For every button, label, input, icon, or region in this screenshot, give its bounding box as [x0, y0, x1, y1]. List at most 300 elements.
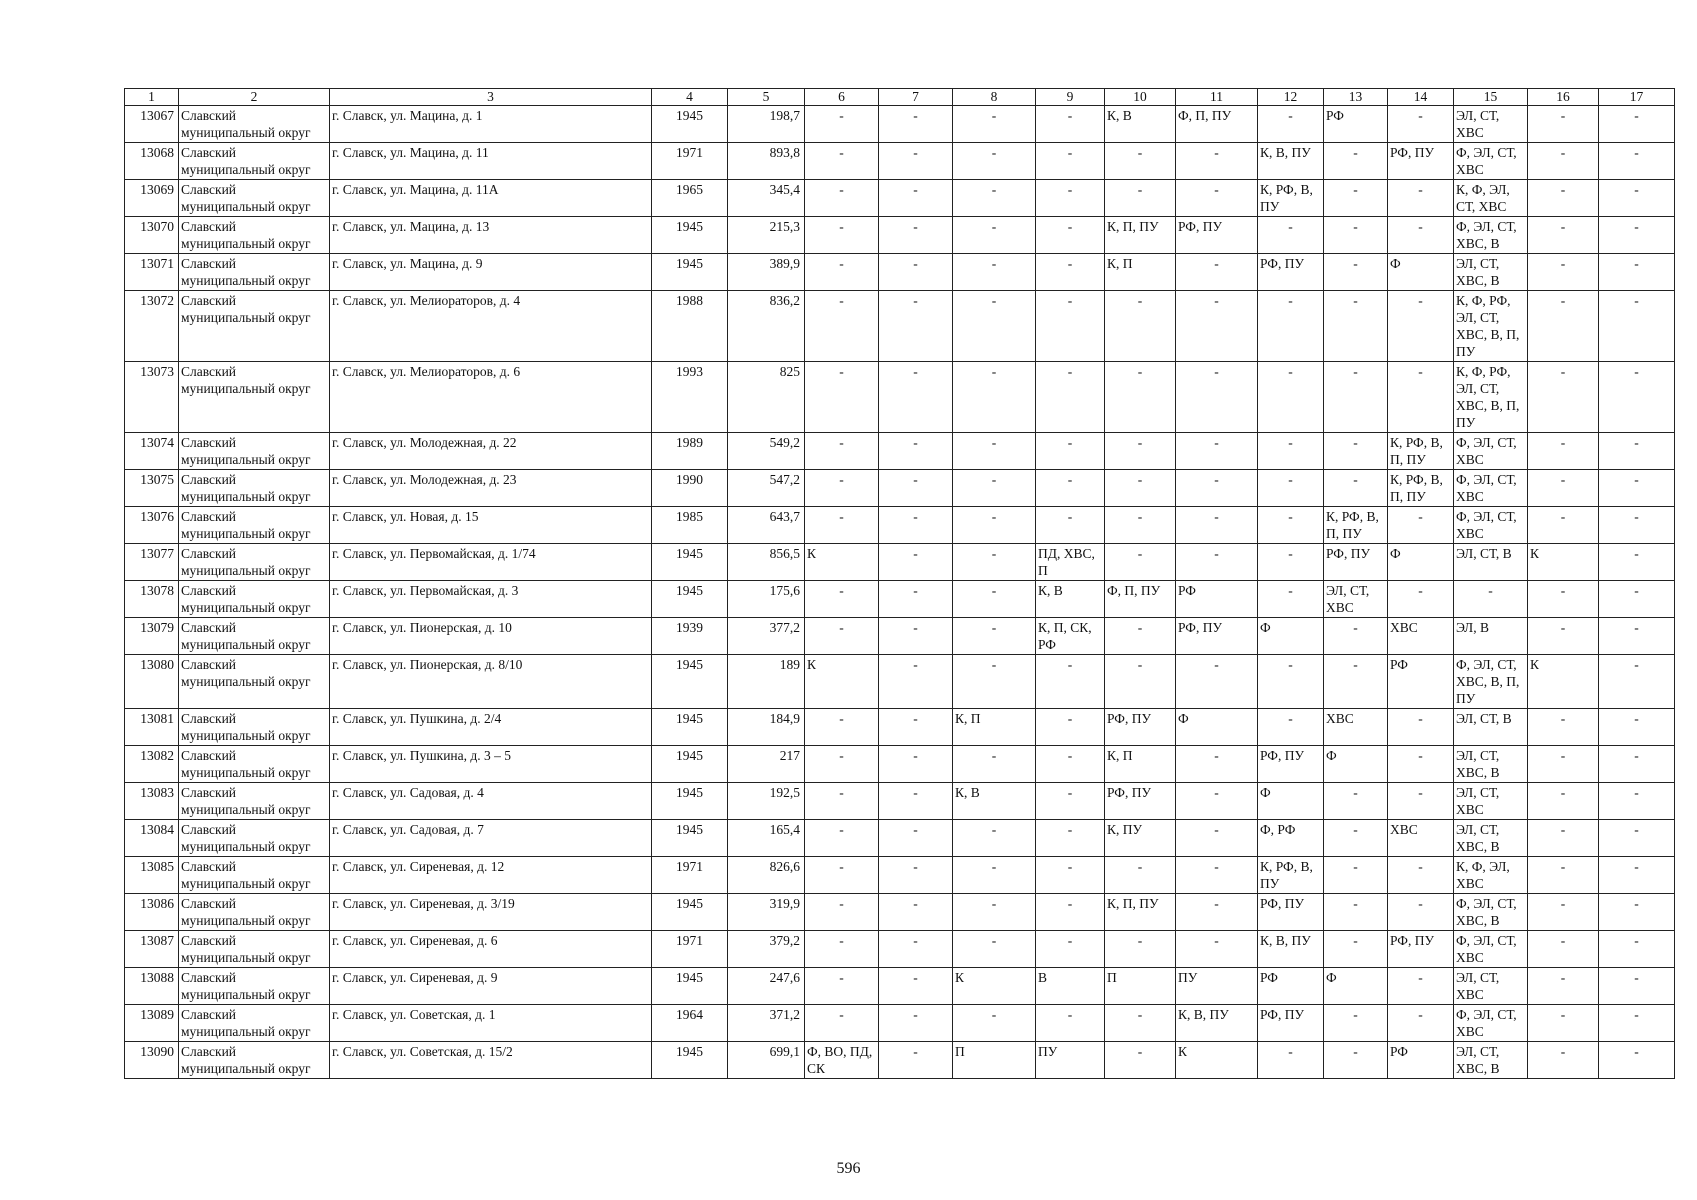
col-13-cell: -	[1324, 362, 1388, 433]
col-9-cell: -	[1036, 143, 1105, 180]
district-cell: Славский муниципальный округ	[179, 217, 330, 254]
col-10-cell: Ф, П, ПУ	[1105, 581, 1176, 618]
table-row	[125, 820, 1675, 857]
area-cell: 184,9	[728, 709, 805, 746]
row-number: 13081	[125, 709, 179, 746]
col-11-cell: -	[1176, 820, 1258, 857]
district-cell: Славский муниципальный округ	[179, 857, 330, 894]
area-cell: 189	[728, 655, 805, 709]
district-cell: Славский муниципальный округ	[179, 1005, 330, 1042]
address-cell: г. Славск, ул. Сиреневая, д. 3/19	[330, 894, 652, 931]
district-cell: Славский муниципальный округ	[179, 655, 330, 709]
col-7-cell: -	[879, 507, 953, 544]
col-17-cell: -	[1599, 544, 1675, 581]
col-14-cell: -	[1388, 217, 1454, 254]
table-row	[125, 507, 1675, 544]
col-14-cell: РФ, ПУ	[1388, 143, 1454, 180]
col-15-cell: ЭЛ, СТ, ХВС, В	[1454, 254, 1528, 291]
address-cell: г. Славск, ул. Пушкина, д. 2/4	[330, 709, 652, 746]
year-cell: 1939	[652, 618, 728, 655]
col-8-cell: -	[953, 106, 1036, 143]
col-10-cell: -	[1105, 1005, 1176, 1042]
col-10-cell: П	[1105, 968, 1176, 1005]
col-10-cell: -	[1105, 544, 1176, 581]
col-17-cell: -	[1599, 254, 1675, 291]
col-7-cell: -	[879, 931, 953, 968]
col-14-cell: -	[1388, 857, 1454, 894]
col-9-cell: -	[1036, 857, 1105, 894]
column-header-8: 8	[953, 89, 1036, 106]
address-cell: г. Славск, ул. Сиреневая, д. 12	[330, 857, 652, 894]
col-10-cell: -	[1105, 1042, 1176, 1079]
col-16-cell: -	[1528, 931, 1599, 968]
col-9-cell: -	[1036, 894, 1105, 931]
column-header-3: 3	[330, 89, 652, 106]
column-header-10: 10	[1105, 89, 1176, 106]
table-row	[125, 254, 1675, 291]
col-9-cell: ПД, ХВС, П	[1036, 544, 1105, 581]
col-6-cell: -	[805, 820, 879, 857]
col-14-cell: -	[1388, 106, 1454, 143]
col-8-cell: П	[953, 1042, 1036, 1079]
col-13-cell: -	[1324, 931, 1388, 968]
col-8-cell: -	[953, 746, 1036, 783]
col-11-cell: К, В, ПУ	[1176, 1005, 1258, 1042]
col-17-cell: -	[1599, 470, 1675, 507]
col-13-cell: -	[1324, 143, 1388, 180]
col-17-cell: -	[1599, 291, 1675, 362]
row-number: 13070	[125, 217, 179, 254]
registry-table	[124, 88, 1675, 1079]
col-7-cell: -	[879, 581, 953, 618]
col-12-cell: РФ, ПУ	[1258, 894, 1324, 931]
column-header-17: 17	[1599, 89, 1675, 106]
row-number: 13076	[125, 507, 179, 544]
col-8-cell: -	[953, 857, 1036, 894]
col-6-cell: -	[805, 618, 879, 655]
col-12-cell: К, В, ПУ	[1258, 143, 1324, 180]
col-9-cell: -	[1036, 1005, 1105, 1042]
district-cell: Славский муниципальный округ	[179, 470, 330, 507]
col-7-cell: -	[879, 820, 953, 857]
col-10-cell: -	[1105, 618, 1176, 655]
col-16-cell: -	[1528, 143, 1599, 180]
table-row	[125, 470, 1675, 507]
address-cell: г. Славск, ул. Первомайская, д. 3	[330, 581, 652, 618]
col-13-cell: -	[1324, 433, 1388, 470]
district-cell: Славский муниципальный округ	[179, 746, 330, 783]
district-cell: Славский муниципальный округ	[179, 709, 330, 746]
col-7-cell: -	[879, 783, 953, 820]
col-13-cell: -	[1324, 783, 1388, 820]
col-14-cell: -	[1388, 180, 1454, 217]
col-10-cell: -	[1105, 857, 1176, 894]
col-12-cell: Ф, РФ	[1258, 820, 1324, 857]
col-16-cell: -	[1528, 857, 1599, 894]
year-cell: 1990	[652, 470, 728, 507]
row-number: 13078	[125, 581, 179, 618]
col-9-cell: -	[1036, 180, 1105, 217]
col-8-cell: -	[953, 1005, 1036, 1042]
col-17-cell: -	[1599, 857, 1675, 894]
col-9-cell: -	[1036, 254, 1105, 291]
area-cell: 893,8	[728, 143, 805, 180]
col-16-cell: -	[1528, 362, 1599, 433]
col-14-cell: ХВС	[1388, 618, 1454, 655]
address-cell: г. Славск, ул. Советская, д. 1	[330, 1005, 652, 1042]
col-11-cell: РФ, ПУ	[1176, 217, 1258, 254]
area-cell: 379,2	[728, 931, 805, 968]
col-13-cell: Ф	[1324, 968, 1388, 1005]
col-14-cell: -	[1388, 291, 1454, 362]
col-6-cell: -	[805, 1005, 879, 1042]
col-9-cell: -	[1036, 433, 1105, 470]
col-16-cell: -	[1528, 470, 1599, 507]
table-row	[125, 931, 1675, 968]
column-header-5: 5	[728, 89, 805, 106]
col-6-cell: -	[805, 746, 879, 783]
col-14-cell: К, РФ, В, П, ПУ	[1388, 433, 1454, 470]
year-cell: 1945	[652, 820, 728, 857]
district-cell: Славский муниципальный округ	[179, 180, 330, 217]
col-8-cell: -	[953, 581, 1036, 618]
col-9-cell: -	[1036, 820, 1105, 857]
column-header-6: 6	[805, 89, 879, 106]
col-6-cell: -	[805, 968, 879, 1005]
col-10-cell: -	[1105, 470, 1176, 507]
col-11-cell: -	[1176, 291, 1258, 362]
col-12-cell: РФ, ПУ	[1258, 1005, 1324, 1042]
district-cell: Славский муниципальный округ	[179, 544, 330, 581]
col-15-cell: ЭЛ, СТ, ХВС, В	[1454, 820, 1528, 857]
table-row	[125, 291, 1675, 362]
district-cell: Славский муниципальный округ	[179, 581, 330, 618]
col-15-cell: ЭЛ, СТ, ХВС	[1454, 783, 1528, 820]
col-17-cell: -	[1599, 106, 1675, 143]
col-16-cell: -	[1528, 106, 1599, 143]
col-11-cell: -	[1176, 254, 1258, 291]
area-cell: 345,4	[728, 180, 805, 217]
col-8-cell: -	[953, 618, 1036, 655]
table-row	[125, 618, 1675, 655]
col-17-cell: -	[1599, 180, 1675, 217]
col-13-cell: ЭЛ, СТ, ХВС	[1324, 581, 1388, 618]
col-9-cell: В	[1036, 968, 1105, 1005]
col-11-cell: -	[1176, 544, 1258, 581]
address-cell: г. Славск, ул. Мацина, д. 13	[330, 217, 652, 254]
col-9-cell: К, П, СК, РФ	[1036, 618, 1105, 655]
col-8-cell: -	[953, 362, 1036, 433]
col-6-cell: -	[805, 507, 879, 544]
address-cell: г. Славск, ул. Пионерская, д. 10	[330, 618, 652, 655]
col-6-cell: -	[805, 291, 879, 362]
col-13-cell: ХВС	[1324, 709, 1388, 746]
col-11-cell: -	[1176, 143, 1258, 180]
col-7-cell: -	[879, 618, 953, 655]
row-number: 13071	[125, 254, 179, 291]
column-header-14: 14	[1388, 89, 1454, 106]
col-13-cell: -	[1324, 1005, 1388, 1042]
col-16-cell: -	[1528, 894, 1599, 931]
address-cell: г. Славск, ул. Пушкина, д. 3 – 5	[330, 746, 652, 783]
table-row	[125, 433, 1675, 470]
col-13-cell: -	[1324, 470, 1388, 507]
col-6-cell: К	[805, 544, 879, 581]
col-9-cell: -	[1036, 709, 1105, 746]
col-13-cell: -	[1324, 180, 1388, 217]
col-6-cell: Ф, ВО, ПД, СК	[805, 1042, 879, 1079]
col-11-cell: ПУ	[1176, 968, 1258, 1005]
district-cell: Славский муниципальный округ	[179, 507, 330, 544]
district-cell: Славский муниципальный округ	[179, 894, 330, 931]
column-header-13: 13	[1324, 89, 1388, 106]
row-number: 13074	[125, 433, 179, 470]
col-6-cell: -	[805, 362, 879, 433]
area-cell: 165,4	[728, 820, 805, 857]
col-17-cell: -	[1599, 507, 1675, 544]
col-9-cell: -	[1036, 655, 1105, 709]
year-cell: 1971	[652, 857, 728, 894]
year-cell: 1945	[652, 968, 728, 1005]
year-cell: 1945	[652, 581, 728, 618]
col-14-cell: -	[1388, 507, 1454, 544]
col-8-cell: -	[953, 894, 1036, 931]
col-10-cell: -	[1105, 931, 1176, 968]
address-cell: г. Славск, ул. Мацина, д. 11А	[330, 180, 652, 217]
col-17-cell: -	[1599, 217, 1675, 254]
col-12-cell: -	[1258, 470, 1324, 507]
address-cell: г. Славск, ул. Новая, д. 15	[330, 507, 652, 544]
col-11-cell: -	[1176, 894, 1258, 931]
col-15-cell: К, Ф, РФ, ЭЛ, СТ, ХВС, В, П, ПУ	[1454, 291, 1528, 362]
col-17-cell: -	[1599, 820, 1675, 857]
col-12-cell: -	[1258, 709, 1324, 746]
address-cell: г. Славск, ул. Молодежная, д. 22	[330, 433, 652, 470]
col-11-cell: -	[1176, 433, 1258, 470]
col-9-cell: ПУ	[1036, 1042, 1105, 1079]
col-13-cell: -	[1324, 820, 1388, 857]
col-17-cell: -	[1599, 1005, 1675, 1042]
row-number: 13069	[125, 180, 179, 217]
col-12-cell: -	[1258, 544, 1324, 581]
table-row	[125, 1005, 1675, 1042]
col-6-cell: -	[805, 894, 879, 931]
address-cell: г. Славск, ул. Сиреневая, д. 9	[330, 968, 652, 1005]
col-16-cell: -	[1528, 217, 1599, 254]
address-cell: г. Славск, ул. Садовая, д. 7	[330, 820, 652, 857]
row-number: 13079	[125, 618, 179, 655]
col-6-cell: -	[805, 709, 879, 746]
page-number: 596	[836, 1160, 861, 1177]
col-8-cell: -	[953, 143, 1036, 180]
col-16-cell: -	[1528, 968, 1599, 1005]
col-15-cell: -	[1454, 581, 1528, 618]
col-10-cell: К, ПУ	[1105, 820, 1176, 857]
area-cell: 825	[728, 362, 805, 433]
district-cell: Славский муниципальный округ	[179, 291, 330, 362]
col-10-cell: -	[1105, 507, 1176, 544]
year-cell: 1993	[652, 362, 728, 433]
col-8-cell: -	[953, 433, 1036, 470]
address-cell: г. Славск, ул. Советская, д. 15/2	[330, 1042, 652, 1079]
column-header-11: 11	[1176, 89, 1258, 106]
col-15-cell: Ф, ЭЛ, СТ, ХВС, В, П, ПУ	[1454, 655, 1528, 709]
col-17-cell: -	[1599, 894, 1675, 931]
col-16-cell: К	[1528, 544, 1599, 581]
col-15-cell: К, Ф, РФ, ЭЛ, СТ, ХВС, В, П, ПУ	[1454, 362, 1528, 433]
area-cell: 836,2	[728, 291, 805, 362]
col-8-cell: -	[953, 180, 1036, 217]
district-cell: Славский муниципальный округ	[179, 968, 330, 1005]
year-cell: 1965	[652, 180, 728, 217]
col-12-cell: -	[1258, 581, 1324, 618]
col-15-cell: Ф, ЭЛ, СТ, ХВС	[1454, 507, 1528, 544]
col-9-cell: -	[1036, 931, 1105, 968]
col-12-cell: -	[1258, 362, 1324, 433]
col-10-cell: К, П	[1105, 746, 1176, 783]
col-7-cell: -	[879, 746, 953, 783]
col-7-cell: -	[879, 894, 953, 931]
address-cell: г. Славск, ул. Мацина, д. 1	[330, 106, 652, 143]
year-cell: 1964	[652, 1005, 728, 1042]
area-cell: 215,3	[728, 217, 805, 254]
col-15-cell: Ф, ЭЛ, СТ, ХВС, В	[1454, 894, 1528, 931]
col-16-cell: -	[1528, 618, 1599, 655]
row-number: 13088	[125, 968, 179, 1005]
col-12-cell: РФ, ПУ	[1258, 254, 1324, 291]
column-header-12: 12	[1258, 89, 1324, 106]
col-7-cell: -	[879, 362, 953, 433]
year-cell: 1945	[652, 709, 728, 746]
col-9-cell: -	[1036, 106, 1105, 143]
district-cell: Славский муниципальный округ	[179, 143, 330, 180]
year-cell: 1945	[652, 106, 728, 143]
col-15-cell: ЭЛ, СТ, В	[1454, 709, 1528, 746]
col-7-cell: -	[879, 180, 953, 217]
table-row	[125, 1042, 1675, 1079]
table-row	[125, 709, 1675, 746]
col-15-cell: ЭЛ, СТ, ХВС, В	[1454, 746, 1528, 783]
col-7-cell: -	[879, 1042, 953, 1079]
col-8-cell: -	[953, 217, 1036, 254]
col-6-cell: -	[805, 254, 879, 291]
col-8-cell: -	[953, 931, 1036, 968]
col-17-cell: -	[1599, 746, 1675, 783]
area-cell: 192,5	[728, 783, 805, 820]
year-cell: 1985	[652, 507, 728, 544]
col-9-cell: К, В	[1036, 581, 1105, 618]
col-6-cell: -	[805, 143, 879, 180]
col-12-cell: К, РФ, В, ПУ	[1258, 180, 1324, 217]
col-6-cell: -	[805, 581, 879, 618]
table-row	[125, 143, 1675, 180]
row-number: 13080	[125, 655, 179, 709]
col-16-cell: -	[1528, 581, 1599, 618]
col-8-cell: -	[953, 820, 1036, 857]
row-number: 13090	[125, 1042, 179, 1079]
col-12-cell: К, В, ПУ	[1258, 931, 1324, 968]
col-11-cell: -	[1176, 362, 1258, 433]
district-cell: Славский муниципальный округ	[179, 618, 330, 655]
area-cell: 198,7	[728, 106, 805, 143]
area-cell: 699,1	[728, 1042, 805, 1079]
address-cell: г. Славск, ул. Мелиораторов, д. 6	[330, 362, 652, 433]
col-11-cell: -	[1176, 783, 1258, 820]
col-8-cell: -	[953, 291, 1036, 362]
col-10-cell: -	[1105, 143, 1176, 180]
table-row	[125, 783, 1675, 820]
col-16-cell: -	[1528, 1005, 1599, 1042]
col-15-cell: Ф, ЭЛ, СТ, ХВС, В	[1454, 217, 1528, 254]
col-13-cell: РФ, ПУ	[1324, 544, 1388, 581]
column-header-7: 7	[879, 89, 953, 106]
col-6-cell: -	[805, 470, 879, 507]
col-7-cell: -	[879, 968, 953, 1005]
col-16-cell: К	[1528, 655, 1599, 709]
col-11-cell: -	[1176, 857, 1258, 894]
column-header-4: 4	[652, 89, 728, 106]
col-6-cell: -	[805, 783, 879, 820]
table-row	[125, 180, 1675, 217]
col-11-cell: -	[1176, 470, 1258, 507]
col-8-cell: К, В	[953, 783, 1036, 820]
col-8-cell: К, П	[953, 709, 1036, 746]
col-7-cell: -	[879, 291, 953, 362]
col-15-cell: Ф, ЭЛ, СТ, ХВС	[1454, 470, 1528, 507]
district-cell: Славский муниципальный округ	[179, 433, 330, 470]
year-cell: 1945	[652, 655, 728, 709]
area-cell: 175,6	[728, 581, 805, 618]
col-13-cell: -	[1324, 217, 1388, 254]
col-14-cell: Ф	[1388, 544, 1454, 581]
col-7-cell: -	[879, 1005, 953, 1042]
col-7-cell: -	[879, 709, 953, 746]
col-12-cell: Ф	[1258, 618, 1324, 655]
col-17-cell: -	[1599, 618, 1675, 655]
col-8-cell: -	[953, 470, 1036, 507]
col-10-cell: К, П, ПУ	[1105, 894, 1176, 931]
col-8-cell: -	[953, 254, 1036, 291]
row-number: 13073	[125, 362, 179, 433]
col-11-cell: -	[1176, 655, 1258, 709]
col-10-cell: -	[1105, 433, 1176, 470]
address-cell: г. Славск, ул. Пионерская, д. 8/10	[330, 655, 652, 709]
col-10-cell: -	[1105, 362, 1176, 433]
col-13-cell: РФ	[1324, 106, 1388, 143]
col-8-cell: К	[953, 968, 1036, 1005]
col-10-cell: -	[1105, 291, 1176, 362]
col-9-cell: -	[1036, 783, 1105, 820]
col-13-cell: К, РФ, В, П, ПУ	[1324, 507, 1388, 544]
col-12-cell: -	[1258, 217, 1324, 254]
year-cell: 1945	[652, 746, 728, 783]
col-7-cell: -	[879, 857, 953, 894]
col-6-cell: -	[805, 106, 879, 143]
col-11-cell: РФ	[1176, 581, 1258, 618]
col-15-cell: ЭЛ, В	[1454, 618, 1528, 655]
col-16-cell: -	[1528, 820, 1599, 857]
column-header-2: 2	[179, 89, 330, 106]
area-cell: 217	[728, 746, 805, 783]
header-row	[125, 89, 1675, 106]
area-cell: 549,2	[728, 433, 805, 470]
year-cell: 1945	[652, 894, 728, 931]
year-cell: 1945	[652, 1042, 728, 1079]
area-cell: 856,5	[728, 544, 805, 581]
col-12-cell: -	[1258, 507, 1324, 544]
col-11-cell: -	[1176, 746, 1258, 783]
col-11-cell: К	[1176, 1042, 1258, 1079]
